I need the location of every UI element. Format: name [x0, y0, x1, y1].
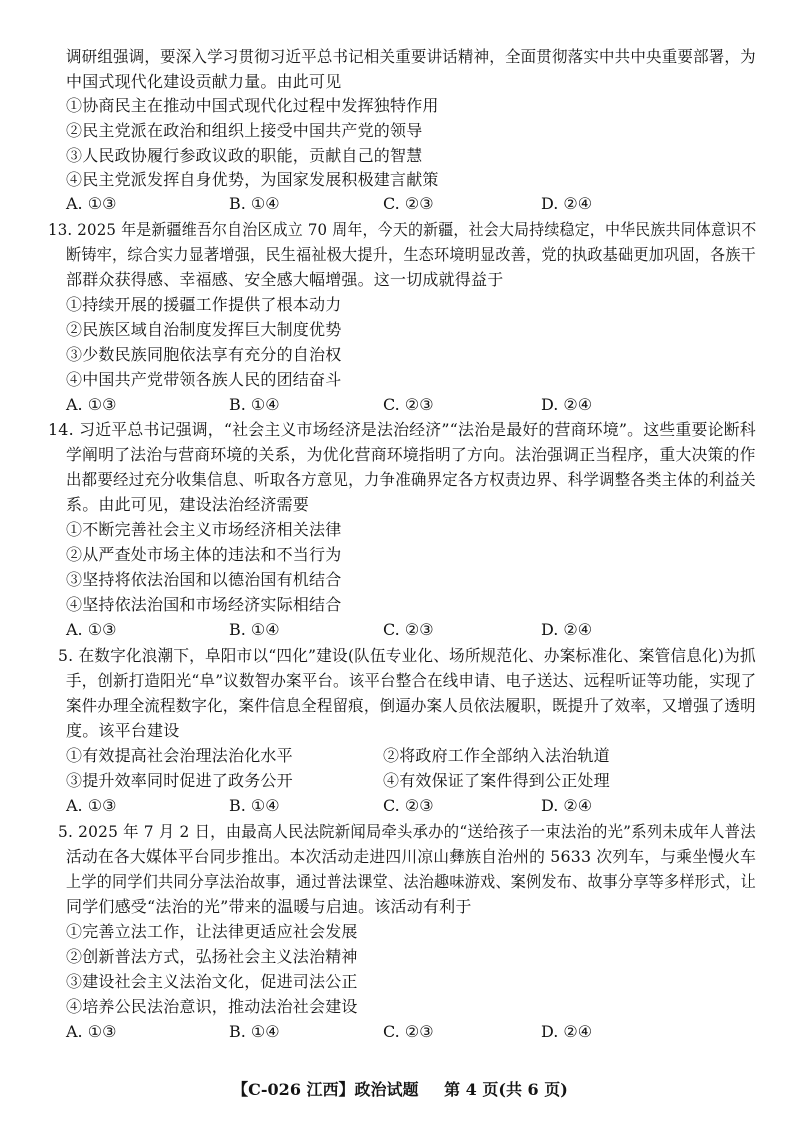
q15-item-1: ①有效提高社会治理法治化水平	[66, 746, 293, 765]
q12-item-2: ②民主党派在政治和组织上接受中国共产党的领导	[66, 121, 423, 140]
q15-item-2: ②将政府工作全部纳入法治轨道	[383, 746, 610, 765]
q15-option-a[interactable]: A. ①③	[66, 796, 117, 815]
q15-option-d[interactable]: D. ②④	[541, 796, 593, 815]
q13-option-d[interactable]: D. ②④	[541, 395, 593, 414]
q16-item-4: ④培养公民法治意识，推动法治社会建设	[66, 997, 358, 1016]
q15-option-b[interactable]: B. ①④	[229, 796, 280, 815]
q14-stem-line-1: 14. 习近平总书记强调，“社会主义市场经济是法治经济”“法治是最好的营商环境”。这些重要论断科	[48, 420, 756, 439]
q12-item-4: ④民主党派发挥自身优势，为国家发展积极建言献策	[66, 170, 439, 189]
q12-stem-line-1: 调研组强调，要深入学习贯彻习近平总书记相关重要讲话精神，全面贯彻落实中共中央重要部署，为	[66, 47, 756, 66]
q16-option-a[interactable]: A. ①③	[66, 1022, 117, 1041]
q13-stem-line-1: 13. 2025 年是新疆维吾尔自治区成立 70 周年，今天的新疆，社会大局持续稳定，中华民族共同体意识不	[48, 220, 757, 239]
q16-item-3: ③建设社会主义法治文化，促进司法公正	[66, 972, 358, 991]
q16-stem-line-4: 同学们感受“法治的光”带来的温暖与启迪。该活动有利于	[66, 897, 472, 916]
q13-stem-line-2: 断铸牢，综合实力显著增强，民生福祉极大提升，生态环境明显改善，党的执政基础更加巩固，各族干	[66, 245, 757, 264]
q12-option-a[interactable]: A. ①③	[66, 194, 117, 213]
q14-stem-line-3: 出都要经过充分收集信息、听取各方意见，力争准确界定各方权责边界、科学调整各类主体的利益关	[66, 470, 756, 489]
q16-item-1: ①完善立法工作，让法律更适应社会发展	[66, 922, 358, 941]
q13-stem-line-3: 部群众获得感、幸福感、安全感大幅增强。这一切成就得益于	[66, 270, 504, 289]
q13-item-4: ④中国共产党带领各族人民的团结奋斗	[66, 370, 342, 389]
q16-option-d[interactable]: D. ②④	[541, 1022, 593, 1041]
page-footer	[0, 1077, 800, 1100]
page-number: 第 4 页(共 6 页)	[444, 1080, 568, 1099]
q12-stem-line-2: 中国式现代化建设贡献力量。由此可见	[66, 72, 342, 91]
q16-stem-line-3: 上学的同学们共同分享法治故事，通过普法课堂、法治趣味游戏、案例发布、故事分享等多样形式，让	[66, 872, 757, 891]
q15-item-4: ④有效保证了案件得到公正处理	[383, 771, 610, 790]
q14-item-4: ④坚持依法治国和市场经济实际相结合	[66, 595, 342, 614]
q14-item-2: ②从严查处市场主体的违法和不当行为	[66, 545, 342, 564]
q14-option-a[interactable]: A. ①③	[66, 620, 117, 639]
q13-option-b[interactable]: B. ①④	[229, 395, 280, 414]
q15-item-3: ③提升效率同时促进了政务公开	[66, 771, 293, 790]
q13-item-2: ②民族区域自治制度发挥巨大制度优势	[66, 320, 342, 339]
q14-item-3: ③坚持将依法治国和以德治国有机结合	[66, 570, 342, 589]
exam-code: 【C-026 江西】政治试题	[232, 1080, 419, 1099]
q14-option-b[interactable]: B. ①④	[229, 620, 280, 639]
q15-option-c[interactable]: C. ②③	[383, 796, 434, 815]
q13-option-c[interactable]: C. ②③	[383, 395, 434, 414]
q13-item-1: ①持续开展的援疆工作提供了根本动力	[66, 295, 342, 314]
q16-stem-line-2: 活动在各大媒体平台同步推出。本次活动走进四川凉山彝族自治州的 5633 次列车，与乘坐慢火车	[66, 847, 757, 866]
q13-option-a[interactable]: A. ①③	[66, 395, 117, 414]
q12-option-c[interactable]: C. ②③	[383, 194, 434, 213]
q14-stem-line-4: 系。由此可见，建设法治经济需要	[66, 495, 310, 514]
q16-option-b[interactable]: B. ①④	[229, 1022, 280, 1041]
q14-option-d[interactable]: D. ②④	[541, 620, 593, 639]
q12-option-d[interactable]: D. ②④	[541, 194, 593, 213]
q15-stem-line-1: 5. 在数字化浪潮下，阜阳市以“四化”建设(队伍专业化、场所规范化、办案标准化、案管信息化)为抓	[58, 646, 756, 665]
q15-stem-line-3: 案件办理全流程数字化，案件信息全程留痕，倒逼办案人员依法履职，既提升了效率，又增强了透明	[66, 696, 756, 715]
q14-item-1: ①不断完善社会主义市场经济相关法律	[66, 520, 342, 539]
q14-option-c[interactable]: C. ②③	[383, 620, 434, 639]
q12-option-b[interactable]: B. ①④	[229, 194, 280, 213]
q12-item-3: ③人民政协履行参政议政的职能，贡献自己的智慧	[66, 146, 423, 165]
q15-stem-line-4: 度。该平台建设	[66, 721, 180, 740]
q16-item-2: ②创新普法方式，弘扬社会主义法治精神	[66, 947, 358, 966]
q16-stem-line-1: 5. 2025 年 7 月 2 日，由最高人民法院新闻局牵头承办的“送给孩子一束法治的光”系列未成年人普法	[58, 822, 756, 841]
q12-item-1: ①协商民主在推动中国式现代化过程中发挥独特作用	[66, 96, 439, 115]
q15-stem-line-2: 手，创新打造阳光“阜”议数智办案平台。该平台整合在线申请、电子送达、远程听证等功能，实现了	[66, 671, 757, 690]
q14-stem-line-2: 学阐明了法治与营商环境的关系，为优化营商环境指明了方向。法治强调正当程序，重大决策的作	[66, 445, 756, 464]
q13-item-3: ③少数民族同胞依法享有充分的自治权	[66, 345, 342, 364]
q16-option-c[interactable]: C. ②③	[383, 1022, 434, 1041]
